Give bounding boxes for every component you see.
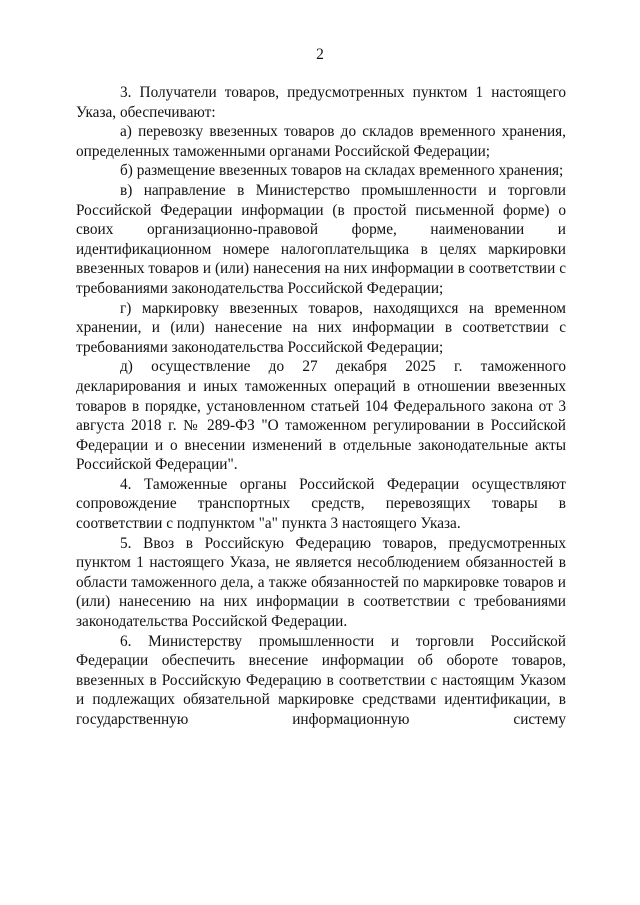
- paragraph-5: 5. Ввоз в Российскую Федерацию товаров, предусмотренных пунктом 1 настоящего Указа, не является несоблюдением обязанностей в области таможенного дела, а также обязанностей по маркировке товаров и (или) нанесению на них информации в соответствии с требованиями законодательства Российской Федерации.: [76, 534, 566, 631]
- document-body: [76, 83, 566, 730]
- paragraph-4: 4. Таможенные органы Российской Федерации осуществляют сопровождение транспортных средств, перевозящих товары в соответствии с подпунктом "а" пункта 3 настоящего Указа.: [76, 475, 566, 533]
- paragraph-3: 3. Получатели товаров, предусмотренных пунктом 1 настоящего Указа, обеспечивают:: [76, 84, 566, 121]
- paragraph-3b: б) размещение ввезенных товаров на складах временного хранения;: [120, 162, 564, 180]
- paragraph-3a: а) перевозку ввезенных товаров до складов временного хранения, определенных таможенными органами Российской Федерации;: [76, 123, 566, 160]
- paragraph-3v: в) направление в Министерство промышленности и торговли Российской Федерации информации (в простой письменной форме) о своих организационно-правовой форме, наименовании и идентификационном номере налогоплательщика в целях маркировки ввезенных товаров и (или) нанесения на них информации в соответствии с требованиями законодательства Российской Федерации;: [76, 181, 566, 297]
- paragraph-6: 6. Министерству промышленности и торговли Российской Федерации обеспечить внесение информации об обороте товаров, ввезенных в Российскую Федерацию в соответствии с настоящим Указом и подлежащих обязательной маркировке средствами идентификации, в государственную информационную систему: [76, 632, 566, 728]
- paragraph-3g: г) маркировку ввезенных товаров, находящихся на временном хранении, и (или) нанесение на них информации в соответствии с требованиями законодательства Российской Федерации;: [76, 299, 566, 356]
- paragraph-3d: д) осуществление до 27 декабря 2025 г. таможенного декларирования и иных таможенных операций в отношении ввезенных товаров в порядке, установленном статьей 104 Федерального закона от 3 августа 2018 г. № 289-ФЗ "О таможенном регулировании в Российской Федерации и о внесении изменений в отдельные законодательные акты Российской Федерации".: [76, 358, 566, 474]
- page-number: 2: [316, 46, 324, 63]
